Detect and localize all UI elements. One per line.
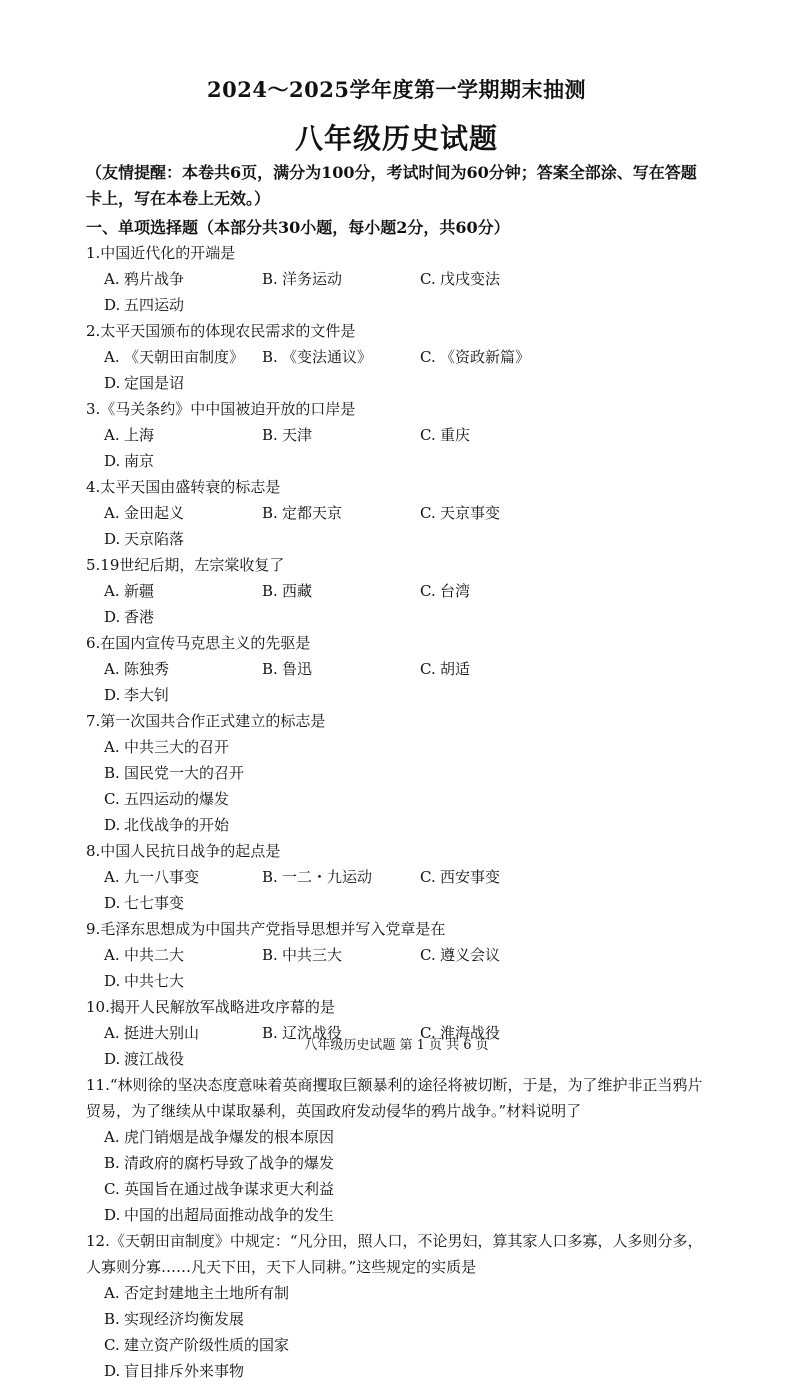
option-letter: D. [104, 816, 121, 834]
option-letter: B. [104, 1310, 120, 1328]
option-group [86, 500, 712, 552]
option-letter: B. [262, 504, 278, 522]
option-text: 中共七大 [124, 972, 185, 990]
option-letter: B. [104, 764, 120, 782]
option-letter: B. [262, 582, 278, 600]
option-text: 五四运动的爆发 [124, 790, 230, 808]
question-stem: 11.“林则徐的坚决态度意味着英商攫取巨额暴利的途径将被切断，于是，为了维护非正当鸦片贸易，为了继续从中谋取暴利，英国政府发动侵华的鸦片战争。”材料说明了 [86, 1076, 703, 1120]
option [104, 604, 262, 630]
option [104, 344, 262, 370]
option-text: 《变法通议》 [282, 348, 373, 366]
option [262, 656, 420, 682]
question-4 [86, 474, 712, 552]
option [104, 526, 262, 552]
option-letter: B. [104, 1154, 120, 1172]
option [104, 890, 262, 916]
question-1 [86, 240, 712, 318]
option-text: 遵义会议 [440, 946, 501, 964]
option [104, 1358, 438, 1384]
option [104, 448, 262, 474]
option [104, 968, 262, 994]
option [104, 656, 262, 682]
question-5 [86, 552, 712, 630]
option-text: 英国旨在通过战争谋求更大利益 [124, 1180, 335, 1198]
option-text: 否定封建地主土地所有制 [124, 1284, 290, 1302]
option-group [86, 864, 712, 916]
option-letter: B. [262, 946, 278, 964]
option-letter: C. [420, 946, 436, 964]
question-8 [86, 838, 712, 916]
option [262, 500, 420, 526]
option [420, 266, 578, 292]
option-text: 台湾 [440, 582, 471, 600]
option-letter: C. [420, 426, 436, 444]
option-letter: A. [104, 1128, 120, 1146]
question-2 [86, 318, 712, 396]
option [262, 344, 420, 370]
option [104, 734, 438, 760]
option-text: 淮海战役 [440, 1024, 501, 1042]
option-group [86, 942, 712, 994]
option [420, 656, 578, 682]
option-letter: B. [262, 426, 278, 444]
option-text: 胡适 [440, 660, 471, 678]
option-text: 中共二大 [124, 946, 185, 964]
option [104, 786, 438, 812]
question-7 [86, 708, 712, 838]
option-text: 清政府的腐朽导致了战争的爆发 [124, 1154, 335, 1172]
option [420, 422, 578, 448]
option [420, 864, 578, 890]
option-text: 金田起义 [124, 504, 185, 522]
option [104, 370, 262, 396]
option-text: 陈独秀 [124, 660, 170, 678]
option-letter: A. [104, 348, 120, 366]
option-text: 中共三大的召开 [124, 738, 230, 756]
option [104, 422, 262, 448]
option-text: 北伐战争的开始 [124, 816, 230, 834]
option-letter: D. [104, 1206, 121, 1224]
option [420, 942, 578, 968]
option-letter: A. [104, 946, 120, 964]
question-stem: 8.中国人民抗日战争的起点是 [86, 842, 281, 860]
option-text: 戊戌变法 [440, 270, 501, 288]
option-text: 鸦片战争 [124, 270, 185, 288]
question-stem: 6.在国内宣传马克思主义的先驱是 [86, 634, 311, 652]
question-10 [86, 994, 712, 1072]
option [104, 1202, 438, 1228]
question-11 [86, 1072, 712, 1228]
option-letter: A. [104, 504, 120, 522]
option [104, 578, 262, 604]
option-letter: D. [104, 296, 121, 314]
option-letter: B. [262, 348, 278, 366]
option-text: 天京事变 [440, 504, 501, 522]
option-group [86, 266, 712, 318]
option [262, 422, 420, 448]
option-letter: D. [104, 608, 121, 626]
option [420, 578, 578, 604]
option-letter: D. [104, 452, 121, 470]
option-letter: D. [104, 1362, 121, 1380]
option [262, 942, 420, 968]
option-letter: B. [262, 270, 278, 288]
option-letter: D. [104, 1050, 121, 1068]
option-letter: B. [262, 1024, 278, 1042]
option-letter: C. [420, 348, 436, 366]
option-letter: D. [104, 374, 121, 392]
option-letter: C. [104, 790, 120, 808]
paper-title: 八年级历史试题 [294, 122, 498, 155]
option-text: 天京陷落 [124, 530, 185, 548]
option [104, 1332, 438, 1358]
option-letter: C. [104, 1336, 120, 1354]
question-list [86, 240, 712, 1384]
option-group [86, 422, 712, 474]
question-6 [86, 630, 712, 708]
option-text: 香港 [124, 608, 155, 626]
option-text: 中国的出超局面推动战争的发生 [124, 1206, 335, 1224]
option-text: 盲目排斥外来事物 [124, 1362, 245, 1380]
option [104, 864, 262, 890]
option-letter: C. [104, 1180, 120, 1198]
option [262, 864, 420, 890]
option [104, 292, 262, 318]
option-group [86, 656, 712, 708]
option-letter: A. [104, 582, 120, 600]
option-text: 虎门销烟是战争爆发的根本原因 [124, 1128, 335, 1146]
option-letter: C. [420, 868, 436, 886]
page-footer: 八年级历史试题 第 1 页 共 6 页 [304, 1038, 489, 1053]
option [104, 1176, 438, 1202]
option-text: 重庆 [440, 426, 471, 444]
option-text: 西安事变 [440, 868, 501, 886]
question-stem: 9.毛泽东思想成为中国共产党指导思想并写入党章是在 [86, 920, 446, 938]
option-text: 定都天京 [282, 504, 343, 522]
option [262, 578, 420, 604]
option [104, 942, 262, 968]
option [104, 812, 438, 838]
option-text: 九一八事变 [124, 868, 200, 886]
option-letter: C. [420, 660, 436, 678]
question-stem: 12.《天朝田亩制度》中规定：“凡分田，照人口，不论男妇，算其家人口多寡，人多则分多，人寡则分寡……凡天下田，天下人同耕。”这些规定的实质是 [86, 1232, 703, 1276]
option-text: 定国是诏 [124, 374, 185, 392]
option [104, 760, 438, 786]
option-letter: A. [104, 660, 120, 678]
option [420, 500, 578, 526]
option-text: 挺进大别山 [124, 1024, 200, 1042]
option [104, 1150, 438, 1176]
question-9 [86, 916, 712, 994]
option-text: 李大钊 [124, 686, 170, 704]
option [104, 500, 262, 526]
option-letter: A. [104, 270, 120, 288]
option [104, 1280, 438, 1306]
option-letter: A. [104, 1024, 120, 1042]
option-group [86, 1280, 712, 1384]
question-stem: 10.揭开人民解放军战略进攻序幕的是 [86, 998, 335, 1016]
option-letter: A. [104, 738, 120, 756]
question-stem: 5.19世纪后期，左宗棠收复了 [86, 556, 285, 574]
option-text: 辽沈战役 [282, 1024, 343, 1042]
option-text: 渡江战役 [124, 1050, 185, 1068]
option-text: 《资政新篇》 [440, 348, 531, 366]
option [104, 1306, 438, 1332]
option-text: 中共三大 [282, 946, 343, 964]
option [262, 266, 420, 292]
option-letter: C. [420, 582, 436, 600]
option-group [86, 344, 712, 396]
option-text: 新疆 [124, 582, 155, 600]
option-letter: B. [262, 868, 278, 886]
option-text: 七七事变 [124, 894, 185, 912]
option [104, 266, 262, 292]
option-text: 建立资产阶级性质的国家 [124, 1336, 290, 1354]
question-stem: 2.太平天国颁布的体现农民需求的文件是 [86, 322, 356, 340]
question-12 [86, 1228, 712, 1384]
question-stem: 4.太平天国由盛转衰的标志是 [86, 478, 281, 496]
option-letter: B. [262, 660, 278, 678]
option-text: 国民党一大的召开 [124, 764, 245, 782]
question-stem: 3.《马关条约》中中国被迫开放的口岸是 [86, 400, 356, 418]
option-letter: C. [420, 1024, 436, 1042]
option-letter: D. [104, 972, 121, 990]
option-group [86, 734, 712, 838]
option-letter: A. [104, 1284, 120, 1302]
exam-title: 2024～2025学年度第一学期期末抽测 [207, 77, 586, 102]
option-text: 一二・九运动 [282, 868, 373, 886]
option [420, 344, 578, 370]
option-text: 实现经济均衡发展 [124, 1310, 245, 1328]
option-text: 上海 [124, 426, 155, 444]
section-title: 一、单项选择题（本部分共30小题，每小题2分，共60分） [86, 218, 510, 237]
option-letter: C. [420, 504, 436, 522]
option-text: 《天朝田亩制度》 [124, 348, 245, 366]
option-text: 鲁迅 [282, 660, 313, 678]
question-stem: 7.第一次国共合作正式建立的标志是 [86, 712, 326, 730]
option-group [86, 1124, 712, 1228]
option-group [86, 578, 712, 630]
option-letter: C. [420, 270, 436, 288]
notice-text: （友情提醒：本卷共6页，满分为100分，考试时间为60分钟；答案全部涂、写在答题卡上，写在本卷上无效。） [86, 163, 697, 208]
option-text: 五四运动 [124, 296, 185, 314]
option-text: 南京 [124, 452, 155, 470]
option-text: 天津 [282, 426, 313, 444]
option-letter: A. [104, 868, 120, 886]
option-text: 西藏 [282, 582, 313, 600]
question-stem: 1.中国近代化的开端是 [86, 244, 236, 262]
option-letter: D. [104, 894, 121, 912]
option [104, 682, 262, 708]
option [104, 1124, 438, 1150]
option-letter: A. [104, 426, 120, 444]
option-text: 洋务运动 [282, 270, 343, 288]
option-letter: D. [104, 530, 121, 548]
option-letter: D. [104, 686, 121, 704]
question-3 [86, 396, 712, 474]
